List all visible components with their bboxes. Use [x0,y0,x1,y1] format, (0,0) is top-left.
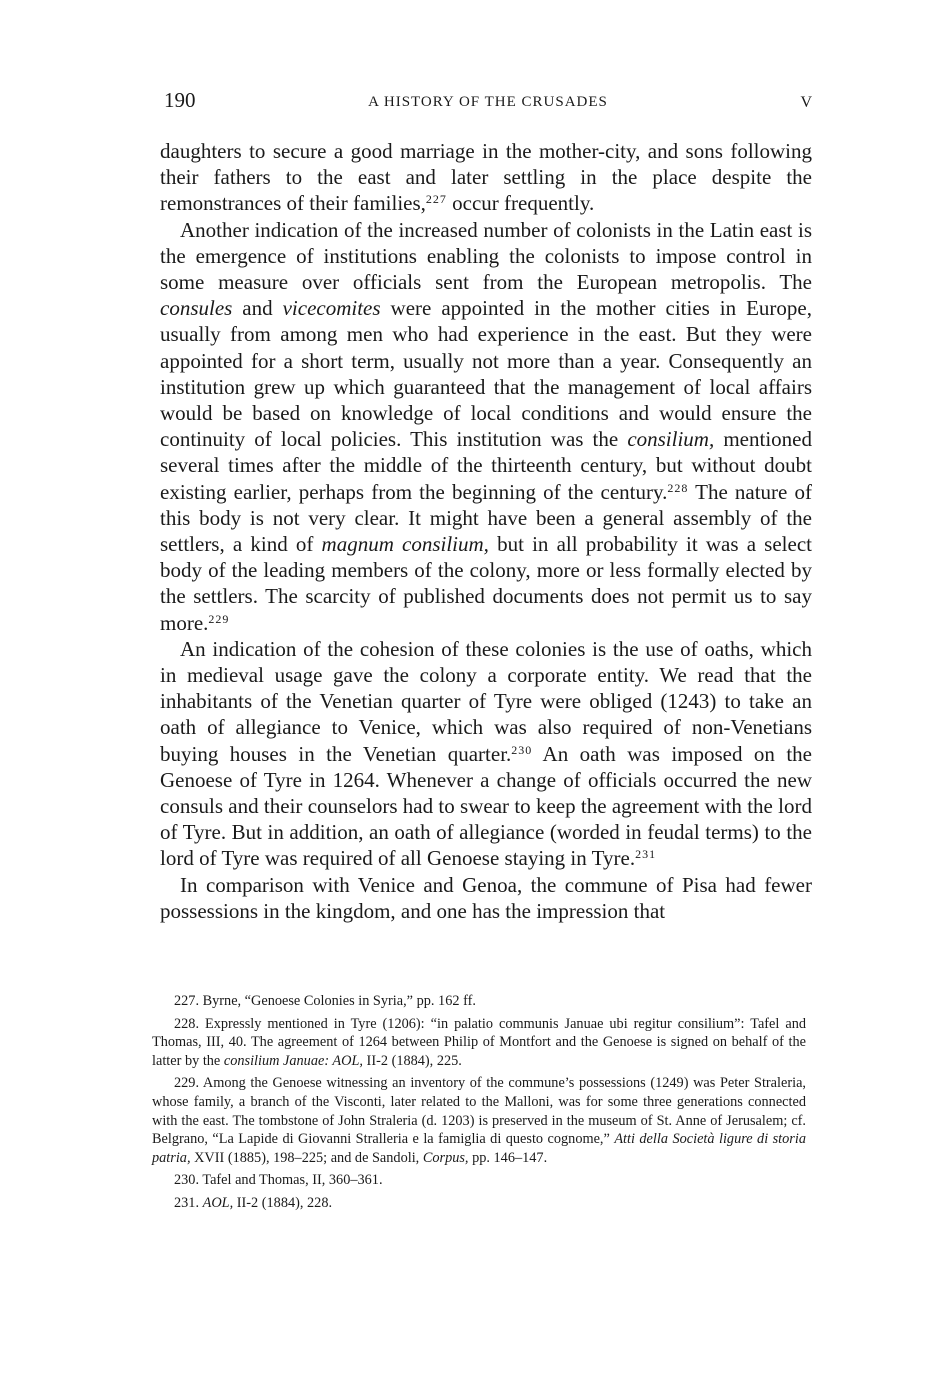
footnote-text: 229. Among the Genoese witnessing an inventory of the commune’s possessions (1249) was Peter Straleria, whose family, a branch of the Visconti, later related to the Malloni, was for some three generations connected with the east. The tombstone of John Straleria (d. 1203) is preserved in the museum of St. Anne of Jerusalem; cf. Belgrano, “La Lapide di Giovanni Stralleria e la famiglia di questo cognome,” [152,1075,806,1148]
paragraph-3 [160,636,812,872]
footnote-ref-229[interactable]: 229 [208,611,230,626]
italic-term: consules [160,296,233,321]
footnote-text: 230. Tafel and Thomas, II, 360–361. [174,1172,383,1189]
italic-term: magnum consilium, [321,532,489,557]
text-run: An oath was imposed on the Genoese of Tyre in 1264. Whenever a change of officials occurred the new consuls and their counselors had to swear to keep the agreement with the lord of Tyre. But in addition, an oath of allegiance (worded in feudal terms) to the lord of Tyre was required of all Genoese staying in Tyre. [160,741,812,871]
footnote-text: II-2 (1884), 225. [362,1052,462,1069]
text-run: An indication of the cohesion of these colonies is the use of oaths, which in medieval usage gave the colony a corporate entity. We read that the inhabitants of the Venetian quarter of Tyre were obliged (1243) to take an oath of allegiance to Venice, which was also required of non-Venetians buying houses in the Venetian quarter. [160,636,812,766]
footnote-231 [152,1194,806,1213]
footnote-ref-228[interactable]: 228 [667,480,689,495]
text-run: and [232,296,283,321]
footnote-ref-230[interactable]: 230 [511,742,533,757]
footnote-ref-227[interactable]: 227 [425,192,447,207]
italic-citation: Atti della Società ligure di storia patria, [152,1131,806,1166]
text-run: Another indication of the increased number of colonists in the Latin east is the emergence of institutions enabling the colonists to impose control in some measure over officials sent from the European metropolis. The [160,217,812,295]
footnote-text: 227. Byrne, “Genoese Colonies in Syria,” pp. 162 ff. [174,993,476,1009]
italic-citation: AOL, [202,1194,234,1211]
footnote-text: 228. Expressly mentioned in Tyre (1206): “in palatio communis Januae ubi regitur consilium”: Tafel and Thomas, III, 40. The agreement of 1264 between Philip of Montfort and the Genoese is signed on behalf of the latter by the [152,1015,806,1069]
footnote-227 [152,992,806,1011]
text-run: occur frequently. [446,191,595,216]
footnote-ref-231[interactable]: 231 [635,847,657,862]
footnote-228 [152,1015,806,1071]
footnote-text: II-2 (1884), 228. [233,1194,333,1211]
text-run: In comparison with Venice and Genoa, the commune of Pisa had fewer possessions in the kingdom, and one has the impression that [160,872,812,923]
paragraph-2 [160,217,812,636]
running-title: A HISTORY OF THE CRUSADES [368,94,608,110]
footnote-text: XVII (1885), 198–225; and de Sandoli, [190,1149,423,1166]
footnote-229 [152,1074,806,1167]
text-run: The nature of this body is not very clear. It might have been a general assembly of the settlers, a kind of [160,479,812,557]
italic-term: vicecomites [282,296,381,321]
running-header [164,88,812,118]
footnote-text: 231. [174,1194,203,1211]
text-run: daughters to secure a good marriage in the mother-city, and sons following their fathers to the east and later settling in the place despite the remonstrances of their families, [160,139,812,216]
volume-number: V [800,94,812,111]
italic-term: consilium, [627,427,715,452]
page-number: 190 [164,88,196,112]
paragraph-4 [160,872,812,924]
footnote-230 [152,1171,806,1190]
main-text [160,138,812,924]
italic-citation: consilium Januae: AOL, [223,1052,363,1069]
footnote-text: pp. 146–147. [468,1149,548,1166]
text-run: mentioned several times after the middle of the thirteenth century, but without doubt existing earlier, perhaps from the beginning of the century. [160,427,812,504]
italic-citation: Corpus, [422,1149,469,1166]
text-run: but in all probability it was a select body of the leading members of the colony, more or less formally elected by the settlers. The scarcity of published documents does not permit us to say more. [160,532,812,635]
footnotes [152,992,806,1217]
text-run: were appointed in the mother cities in Europe, usually from among men who had experience in the east. But they were appointed for a short term, usually not more than a year. Consequently an institution grew up which guaranteed that the management of local affairs would be based on knowledge of local conditions and would ensure the continuity of local policies. This institution was the [160,296,812,452]
paragraph-1 [160,138,812,217]
